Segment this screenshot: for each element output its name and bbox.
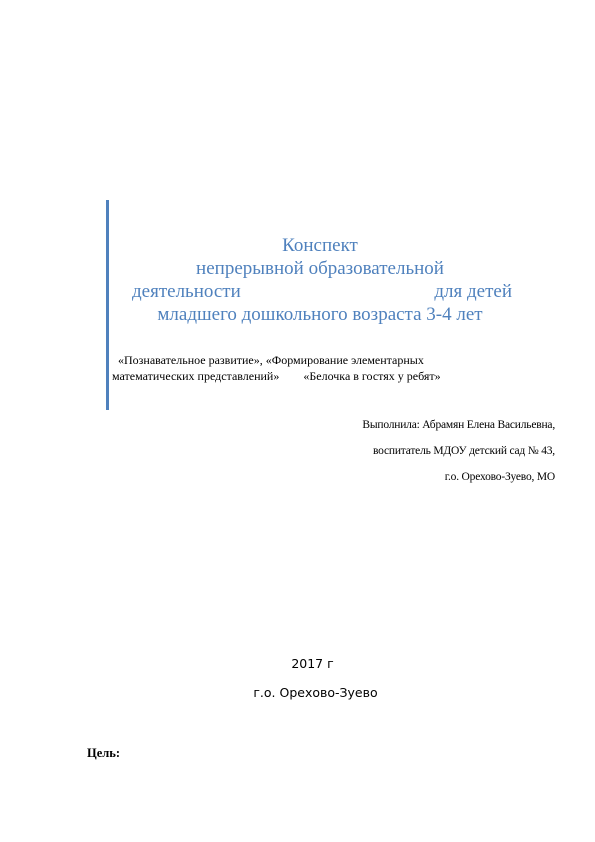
goal-heading: Цель: bbox=[87, 746, 121, 760]
title-line-2: непрерывной образовательной bbox=[196, 258, 444, 279]
document-title bbox=[110, 234, 530, 326]
title-line-3-left: деятельности bbox=[132, 281, 241, 302]
subtitle-line-2 bbox=[112, 368, 532, 384]
subtitle-line-1: «Познавательное развитие», «Формирование элементарных bbox=[118, 353, 424, 367]
subtitle-line-2-right: «Белочка в гостях у ребят» bbox=[303, 369, 441, 383]
title-line-3 bbox=[110, 280, 530, 303]
author-block bbox=[255, 412, 555, 490]
accent-bar bbox=[106, 200, 109, 410]
author-position: воспитатель МДОУ детский сад № 43, bbox=[372, 445, 555, 457]
title-line-3-right: для детей bbox=[434, 281, 512, 302]
author-name: Выполнила: Абрамян Елена Васильевна, bbox=[362, 419, 555, 431]
title-line-4: младшего дошкольного возраста 3-4 лет bbox=[157, 304, 483, 325]
document-subtitle bbox=[112, 352, 532, 384]
author-location: г.о. Орехово-Зуево, МО bbox=[444, 471, 555, 483]
footer-year: 2017 г bbox=[291, 656, 334, 671]
subtitle-line-2-left: математических представлений» bbox=[112, 369, 280, 383]
title-line-1: Конспект bbox=[282, 235, 358, 256]
footer-city: г.о. Орехово-Зуево bbox=[253, 685, 378, 700]
